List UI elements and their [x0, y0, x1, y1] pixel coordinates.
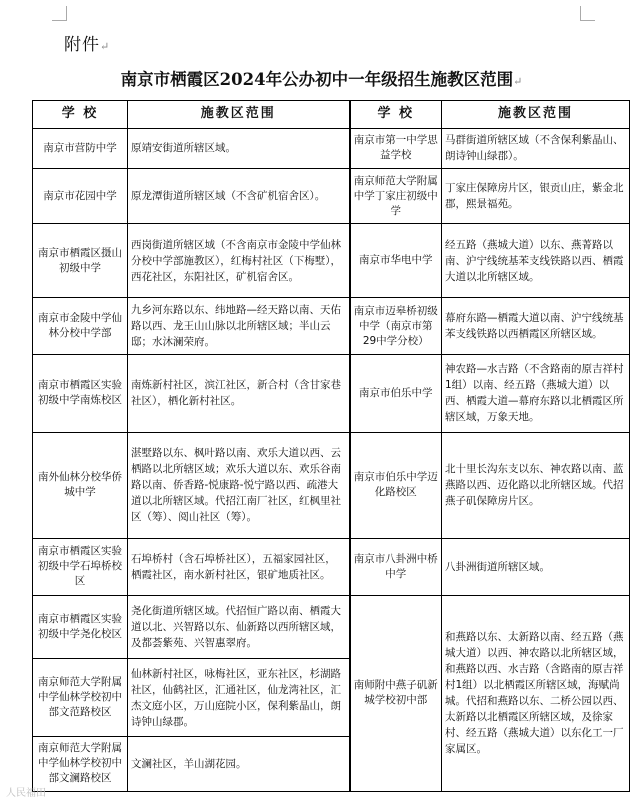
school-cell: 南京市伯乐中学迈化路校区 — [350, 432, 442, 538]
table-row — [33, 297, 630, 354]
school-cell: 南京师范大学附属中学仙林学校初中部文澜路校区 — [33, 736, 128, 791]
area-cell: 南炼新村社区，滨江社区，新合村（含甘家巷社区），栖化新村社区。 — [128, 355, 350, 433]
page-corner-mark-right — [580, 6, 595, 21]
school-cell: 南京师范大学附属中学丁家庄初级中学 — [350, 169, 442, 224]
enrollment-zone-table — [32, 100, 630, 792]
table-row — [33, 595, 630, 658]
area-cell: 八卦洲街道所辖区域。 — [442, 538, 630, 595]
header-school-right: 学 校 — [350, 101, 442, 129]
header-area-left: 施教区范围 — [128, 101, 350, 129]
area-cell: 九乡河东路以东、纬地路—经天路以南、天佑路以西、龙王山山脉以北所辖区域；半山云邸；水沐澜荣府。 — [128, 297, 350, 354]
area-cell: 石埠桥村（含石埠桥社区），五福家园社区，栖霞社区，南水新村社区，银矿地质社区。 — [128, 538, 350, 595]
table-row — [33, 224, 630, 297]
school-cell: 南京市迈皋桥初级中学（南京市第29中学分校） — [350, 297, 442, 354]
school-cell: 南京市伯乐中学 — [350, 355, 442, 433]
school-cell: 南京市栖霞区实验初级中学南炼校区 — [33, 355, 128, 433]
page-corner-mark-left — [52, 6, 67, 21]
document-title: 南京市栖霞区2024年公办初中一年级招生施教区范围↵ — [120, 70, 523, 89]
area-cell: 幕府东路—栖霞大道以南、沪宁线统基苯支线铁路以西栖霞区所辖区域。 — [442, 297, 630, 354]
area-cell: 北十里长沟东支以东、神农路以南、蓝燕路以西、迈化路以北所辖区域。代招燕子矶保障房片区。 — [442, 432, 630, 538]
school-cell: 南京市栖霞区摄山初级中学 — [33, 224, 128, 297]
school-cell: 南外仙林分校华侨城中学 — [33, 432, 128, 538]
area-cell: 尧化街道所辖区域。代招恒广路以南、栖霞大道以北、兴智路以东、仙新路以西所辖区域，及都荟紫苑、兴智惠翠府。 — [128, 595, 350, 658]
area-cell: 文澜社区，羊山湖花园。 — [128, 736, 350, 791]
table-row — [33, 355, 630, 433]
school-cell: 南京市第一中学思益学校 — [350, 128, 442, 169]
area-cell: 经五路（燕城大道）以东、燕菁路以南、沪宁线统基苯支线铁路以西、栖霞大道以北所辖区域。 — [442, 224, 630, 297]
table-row — [33, 169, 630, 224]
area-cell: 和燕路以东、太新路以南、经五路（燕城大道）以西、神农路以北所辖区域，和燕路以西、水吉路（含路南的原吉祥村1组）以北栖霞区所辖区域，海赋尚城。代招和燕路以东、二桥公园以西、太新路以北栖霞区所辖区域，及徐家村、经五路（燕城大道）以东化工一厂家属区。 — [442, 595, 630, 791]
school-cell: 南京市花园中学 — [33, 169, 128, 224]
header-area-right: 施教区范围 — [442, 101, 630, 129]
area-cell: 仙林新村社区，咏梅社区，亚东社区，杉湖路社区，仙鹤社区，汇通社区，仙龙湾社区，汇杰文庭小区，万山庭院小区，保利紫晶山，朗诗钟山绿郡。 — [128, 659, 350, 737]
attachment-heading: 附件↵ — [64, 35, 111, 55]
area-cell: 西岗街道所辖区域（不含南京市金陵中学仙林分校中学部施教区），红梅村社区（下梅墅），西花社区，东阳社区，矿机宿舍区。 — [128, 224, 350, 297]
area-cell: 神农路—水吉路（不含路南的原吉祥村1组）以南、经五路（燕城大道）以西、栖霞大道—幕府东路以北栖霞区所辖区域，万象天地。 — [442, 355, 630, 433]
school-cell: 南京市华电中学 — [350, 224, 442, 297]
header-school-left: 学 校 — [33, 101, 128, 129]
school-cell: 南京师范大学附属中学仙林学校初中部文范路校区 — [33, 659, 128, 737]
table-header-row — [33, 101, 630, 129]
area-cell: 马群街道所辖区域（不含保利紫晶山、朗诗钟山绿郡）。 — [442, 128, 630, 169]
area-cell: 丁家庄保障房片区，银贡山庄，紫金北郡，熙景福苑。 — [442, 169, 630, 224]
area-cell: 湛墅路以东、枫叶路以南、欢乐大道以西、云栖路以北所辖区域；欢乐大道以东、欢乐谷南路以南、侨香路-悦康路-悦宁路以西、疏港大道以北所辖区域。代招江南厂社区，红枫里社区（筹）、阅山社区（筹）。 — [128, 432, 350, 538]
table-row — [33, 128, 630, 169]
school-cell: 南师附中燕子矶新城学校初中部 — [350, 595, 442, 791]
school-cell: 南京市金陵中学仙林分校中学部 — [33, 297, 128, 354]
area-cell: 原龙潭街道所辖区域（不含矿机宿舍区）。 — [128, 169, 350, 224]
table-row — [33, 538, 630, 595]
area-cell: 原靖安街道所辖区域。 — [128, 128, 350, 169]
school-cell: 南京市栖霞区实验初级中学尧化校区 — [33, 595, 128, 658]
table-row — [33, 432, 630, 538]
watermark-text: 人民福田 — [6, 788, 46, 799]
school-cell: 南京市营防中学 — [33, 128, 128, 169]
school-cell: 南京市栖霞区实验初级中学石埠桥校区 — [33, 538, 128, 595]
school-cell: 南京市八卦洲中桥中学 — [350, 538, 442, 595]
